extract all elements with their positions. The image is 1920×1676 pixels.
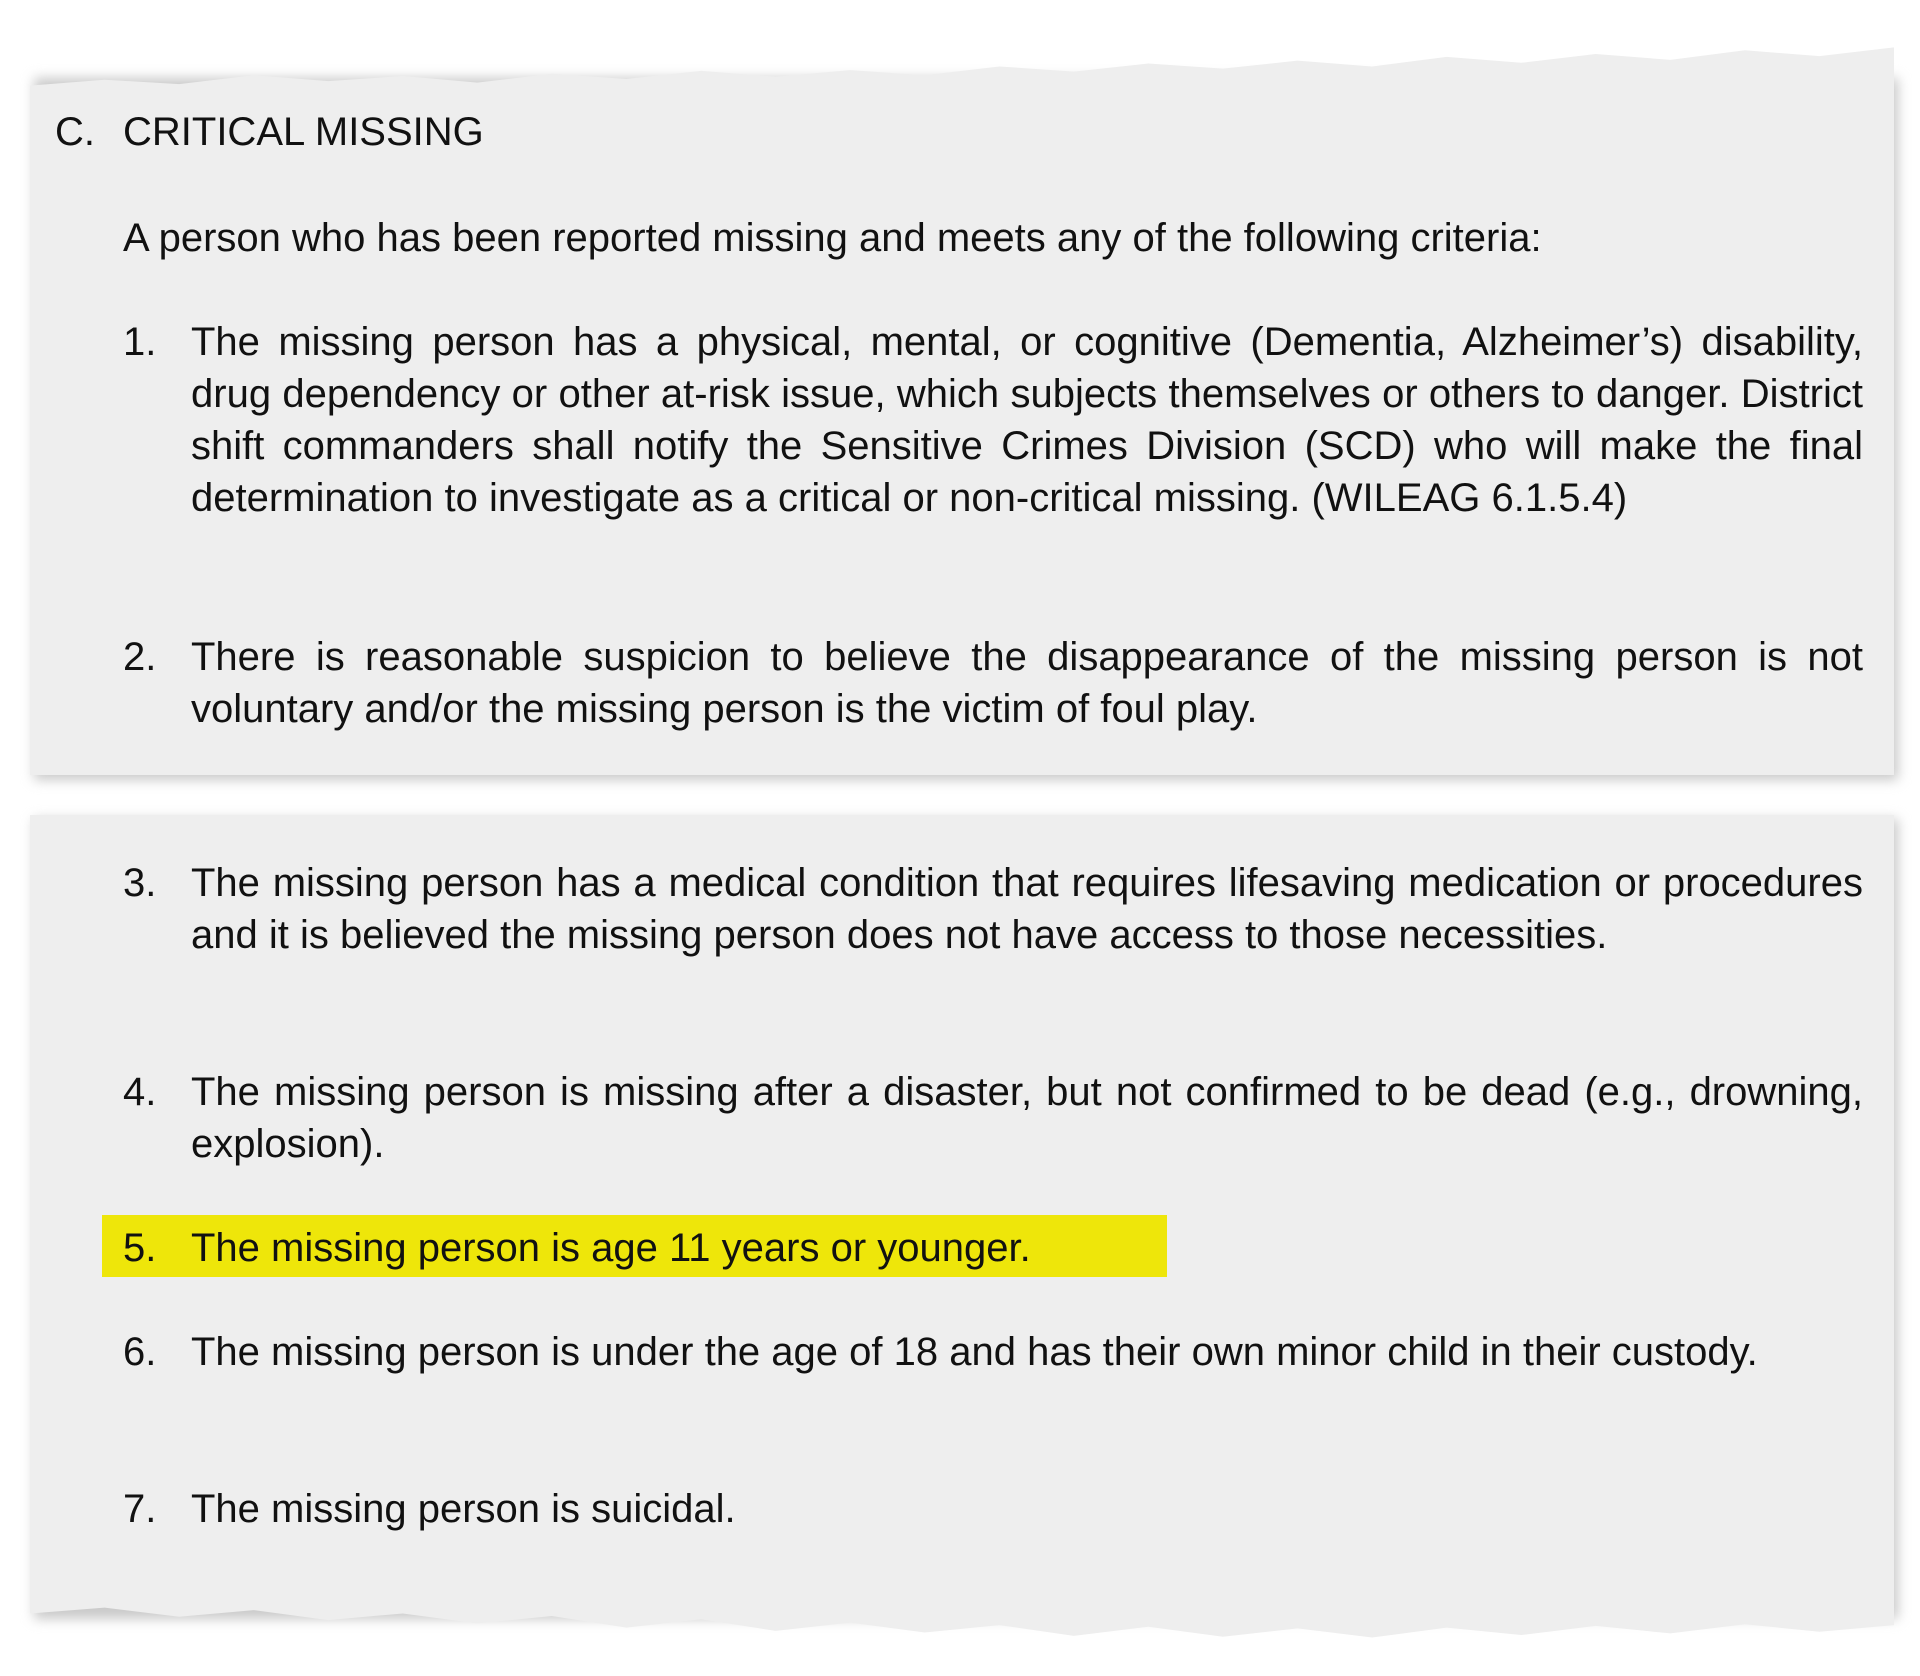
criterion-text: The missing person has a physical, mental, or cognitive (Dementia, Alzheimer’s) disability, drug dependency or other at-risk issue, which subjects themselves or others to danger. District shift commanders shall notify the Sensitive Crimes Division (SCD) who will make the final determination to investigate as a critical or non-critical missing. (WILEAG 6.1.5.4) — [191, 320, 1863, 520]
criterion-number: 6. — [123, 1330, 157, 1374]
criterion-text: The missing person is missing after a disaster, but not confirmed to be dead (e.g., drowning, explosion). — [191, 1070, 1863, 1166]
section-heading — [55, 106, 484, 158]
criterion-number: 4. — [123, 1070, 157, 1114]
criterion-number: 5. — [123, 1226, 157, 1270]
criterion-item-7 — [123, 1483, 1863, 1535]
section-letter: C. — [55, 110, 95, 154]
criterion-item-2 — [123, 631, 1863, 735]
criterion-item-3 — [123, 857, 1863, 961]
criteria-intro: A person who has been reported missing and meets any of the following criteria: — [123, 216, 1542, 260]
criterion-item-6 — [123, 1326, 1863, 1378]
criterion-item-1 — [123, 316, 1863, 524]
criterion-number: 7. — [123, 1487, 157, 1531]
section-title: CRITICAL MISSING — [123, 110, 484, 154]
criterion-text: The missing person is under the age of 18 and has their own minor child in their custody. — [191, 1330, 1758, 1374]
criterion-text: There is reasonable suspicion to believe the disappearance of the missing person is not voluntary and/or the missing person is the victim of foul play. — [191, 635, 1863, 731]
criterion-text: The missing person is age 11 years or younger. — [191, 1226, 1031, 1270]
criterion-number: 3. — [123, 861, 157, 905]
criterion-text: The missing person has a medical condition that requires lifesaving medication or procedures and it is believed the missing person does not have access to those necessities. — [191, 861, 1863, 957]
criterion-text: The missing person is suicidal. — [191, 1487, 736, 1531]
criterion-item-4 — [123, 1066, 1863, 1170]
criterion-number: 2. — [123, 635, 157, 679]
criterion-item-5 — [123, 1222, 1863, 1274]
criterion-number: 1. — [123, 320, 157, 364]
